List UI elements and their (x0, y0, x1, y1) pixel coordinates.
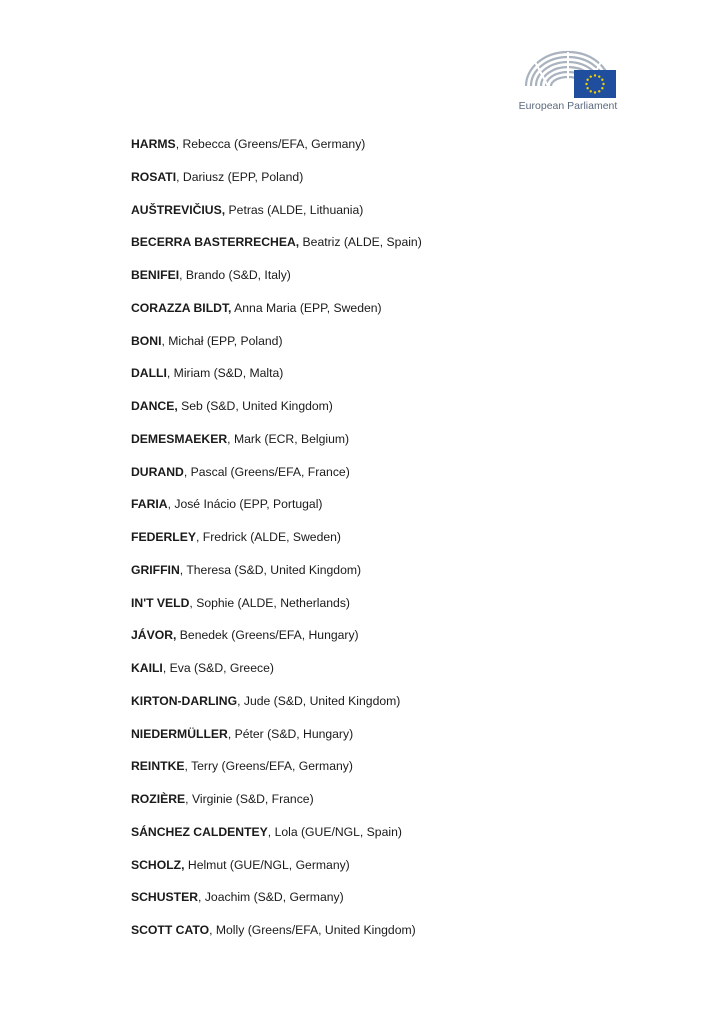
member-separator: , (267, 824, 275, 839)
member-separator: , (198, 890, 205, 905)
eu-star-icon (585, 83, 587, 85)
member-details: Pascal (Greens/EFA, France) (190, 464, 350, 479)
member-details: Fredrick (ALDE, Sweden) (202, 530, 341, 544)
eu-star-icon (598, 90, 600, 92)
list-item (131, 857, 422, 890)
member-separator: , (189, 595, 197, 610)
member-details: Eva (S&D, Greece) (169, 661, 274, 675)
member-details: Rebecca (Greens/EFA, Germany) (182, 137, 366, 151)
member-surname: DANCE, (131, 399, 178, 413)
member-separator: , (185, 792, 192, 806)
member-details: Péter (S&D, Hungary) (234, 726, 354, 741)
member-surname: BECERRA BASTERRECHEA, (131, 235, 300, 250)
member-details: Brando (S&D, Italy) (185, 268, 291, 282)
member-surname: JÁVOR, (131, 628, 177, 643)
member-surname: FARIA (131, 497, 168, 512)
list-item (131, 267, 422, 300)
list-item (131, 758, 422, 791)
member-separator: , (166, 366, 174, 381)
member-surname: SÁNCHEZ CALDENTEY (131, 824, 268, 839)
member-surname: CORAZZA BILDT, (131, 300, 232, 315)
list-item (131, 791, 422, 824)
member-surname: SCOTT CATO (131, 923, 210, 937)
eu-star-icon (594, 91, 596, 93)
member-details: Molly (Greens/EFA, United Kingdom) (215, 923, 416, 937)
member-surname: GRIFFIN (131, 562, 180, 577)
list-item (131, 922, 422, 955)
member-details: Helmut (GUE/NGL, Germany) (187, 857, 350, 872)
member-surname: REINTKE (131, 759, 185, 774)
list-item (131, 889, 422, 922)
member-separator: , (196, 530, 203, 544)
list-item (131, 300, 422, 333)
member-details: Terry (Greens/EFA, Germany) (191, 759, 353, 774)
list-item (131, 169, 422, 202)
member-details: Anna Maria (EPP, Sweden) (234, 300, 382, 315)
member-surname: BONI (131, 333, 162, 348)
member-details: Lola (GUE/NGL, Spain) (274, 824, 402, 839)
member-separator: , (176, 169, 183, 184)
member-surname: BENIFEI (131, 268, 180, 282)
member-details: Seb (S&D, United Kingdom) (181, 399, 333, 413)
member-surname: ROSATI (131, 169, 177, 184)
member-surname: ROZIÈRE (131, 792, 186, 806)
member-surname: DURAND (131, 464, 184, 479)
list-item (131, 693, 422, 726)
eu-star-icon (598, 75, 600, 77)
member-separator: , (184, 759, 192, 774)
member-separator: , (162, 661, 170, 675)
member-details: Petras (ALDE, Lithuania) (228, 202, 364, 217)
member-details: José Inácio (EPP, Portugal) (174, 497, 323, 512)
list-item (131, 660, 422, 693)
eu-star-icon (590, 90, 592, 92)
eu-star-icon (586, 87, 588, 89)
list-item (131, 234, 422, 267)
eu-star-icon (590, 75, 592, 77)
logo-text: European Parliament (518, 100, 618, 112)
member-surname: DALLI (131, 366, 167, 381)
list-item (131, 136, 422, 169)
list-item (131, 365, 422, 398)
list-item (131, 529, 422, 562)
member-surname: DEMESMAEKER (131, 431, 228, 446)
list-item (131, 627, 422, 660)
member-details: Mark (ECR, Belgium) (233, 431, 350, 446)
member-details: Michał (EPP, Poland) (168, 333, 283, 348)
member-list (131, 136, 422, 955)
member-details: Dariusz (EPP, Poland) (182, 169, 304, 184)
member-surname: KAILI (131, 661, 163, 675)
member-details: Miriam (S&D, Malta) (173, 366, 284, 381)
member-details: Theresa (S&D, United Kingdom) (186, 562, 362, 577)
list-item (131, 496, 422, 529)
member-details: Joachim (S&D, Germany) (204, 890, 344, 905)
list-item (131, 824, 422, 857)
member-details: Benedek (Greens/EFA, Hungary) (179, 628, 359, 643)
list-item (131, 333, 422, 366)
member-surname: KIRTON-DARLING (131, 693, 238, 708)
member-separator: , (237, 693, 244, 708)
list-item (131, 398, 422, 431)
member-surname: SCHOLZ, (131, 857, 185, 872)
european-parliament-logo (516, 46, 620, 116)
member-details: Sophie (ALDE, Netherlands) (196, 595, 350, 610)
member-separator: , (209, 923, 216, 937)
member-surname: HARMS (131, 137, 176, 151)
member-separator: , (227, 726, 235, 741)
member-separator: , (179, 268, 186, 282)
list-item (131, 464, 422, 497)
eu-star-icon (586, 79, 588, 81)
eu-star-icon (594, 74, 596, 76)
eu-star-icon (601, 87, 603, 89)
list-item (131, 202, 422, 235)
hemicycle-flag-icon (520, 46, 616, 98)
list-item (131, 431, 422, 464)
member-surname: AUŠTREVIČIUS, (131, 202, 226, 217)
member-separator: , (167, 497, 175, 512)
eu-star-icon (601, 79, 603, 81)
member-details: Beatriz (ALDE, Spain) (302, 235, 422, 250)
member-separator: , (161, 333, 169, 348)
member-surname: IN'T VELD (131, 595, 190, 610)
member-details: Virginie (S&D, France) (191, 792, 314, 806)
member-separator: , (183, 464, 191, 479)
member-surname: FEDERLEY (131, 530, 197, 544)
member-separator: , (179, 562, 187, 577)
member-surname: SCHUSTER (131, 890, 199, 905)
list-item (131, 562, 422, 595)
list-item (131, 595, 422, 628)
member-separator: , (175, 137, 183, 151)
member-details: Jude (S&D, United Kingdom) (243, 693, 401, 708)
member-separator: , (227, 431, 234, 446)
member-surname: NIEDERMÜLLER (131, 726, 228, 741)
list-item (131, 726, 422, 759)
eu-star-icon (602, 83, 604, 85)
